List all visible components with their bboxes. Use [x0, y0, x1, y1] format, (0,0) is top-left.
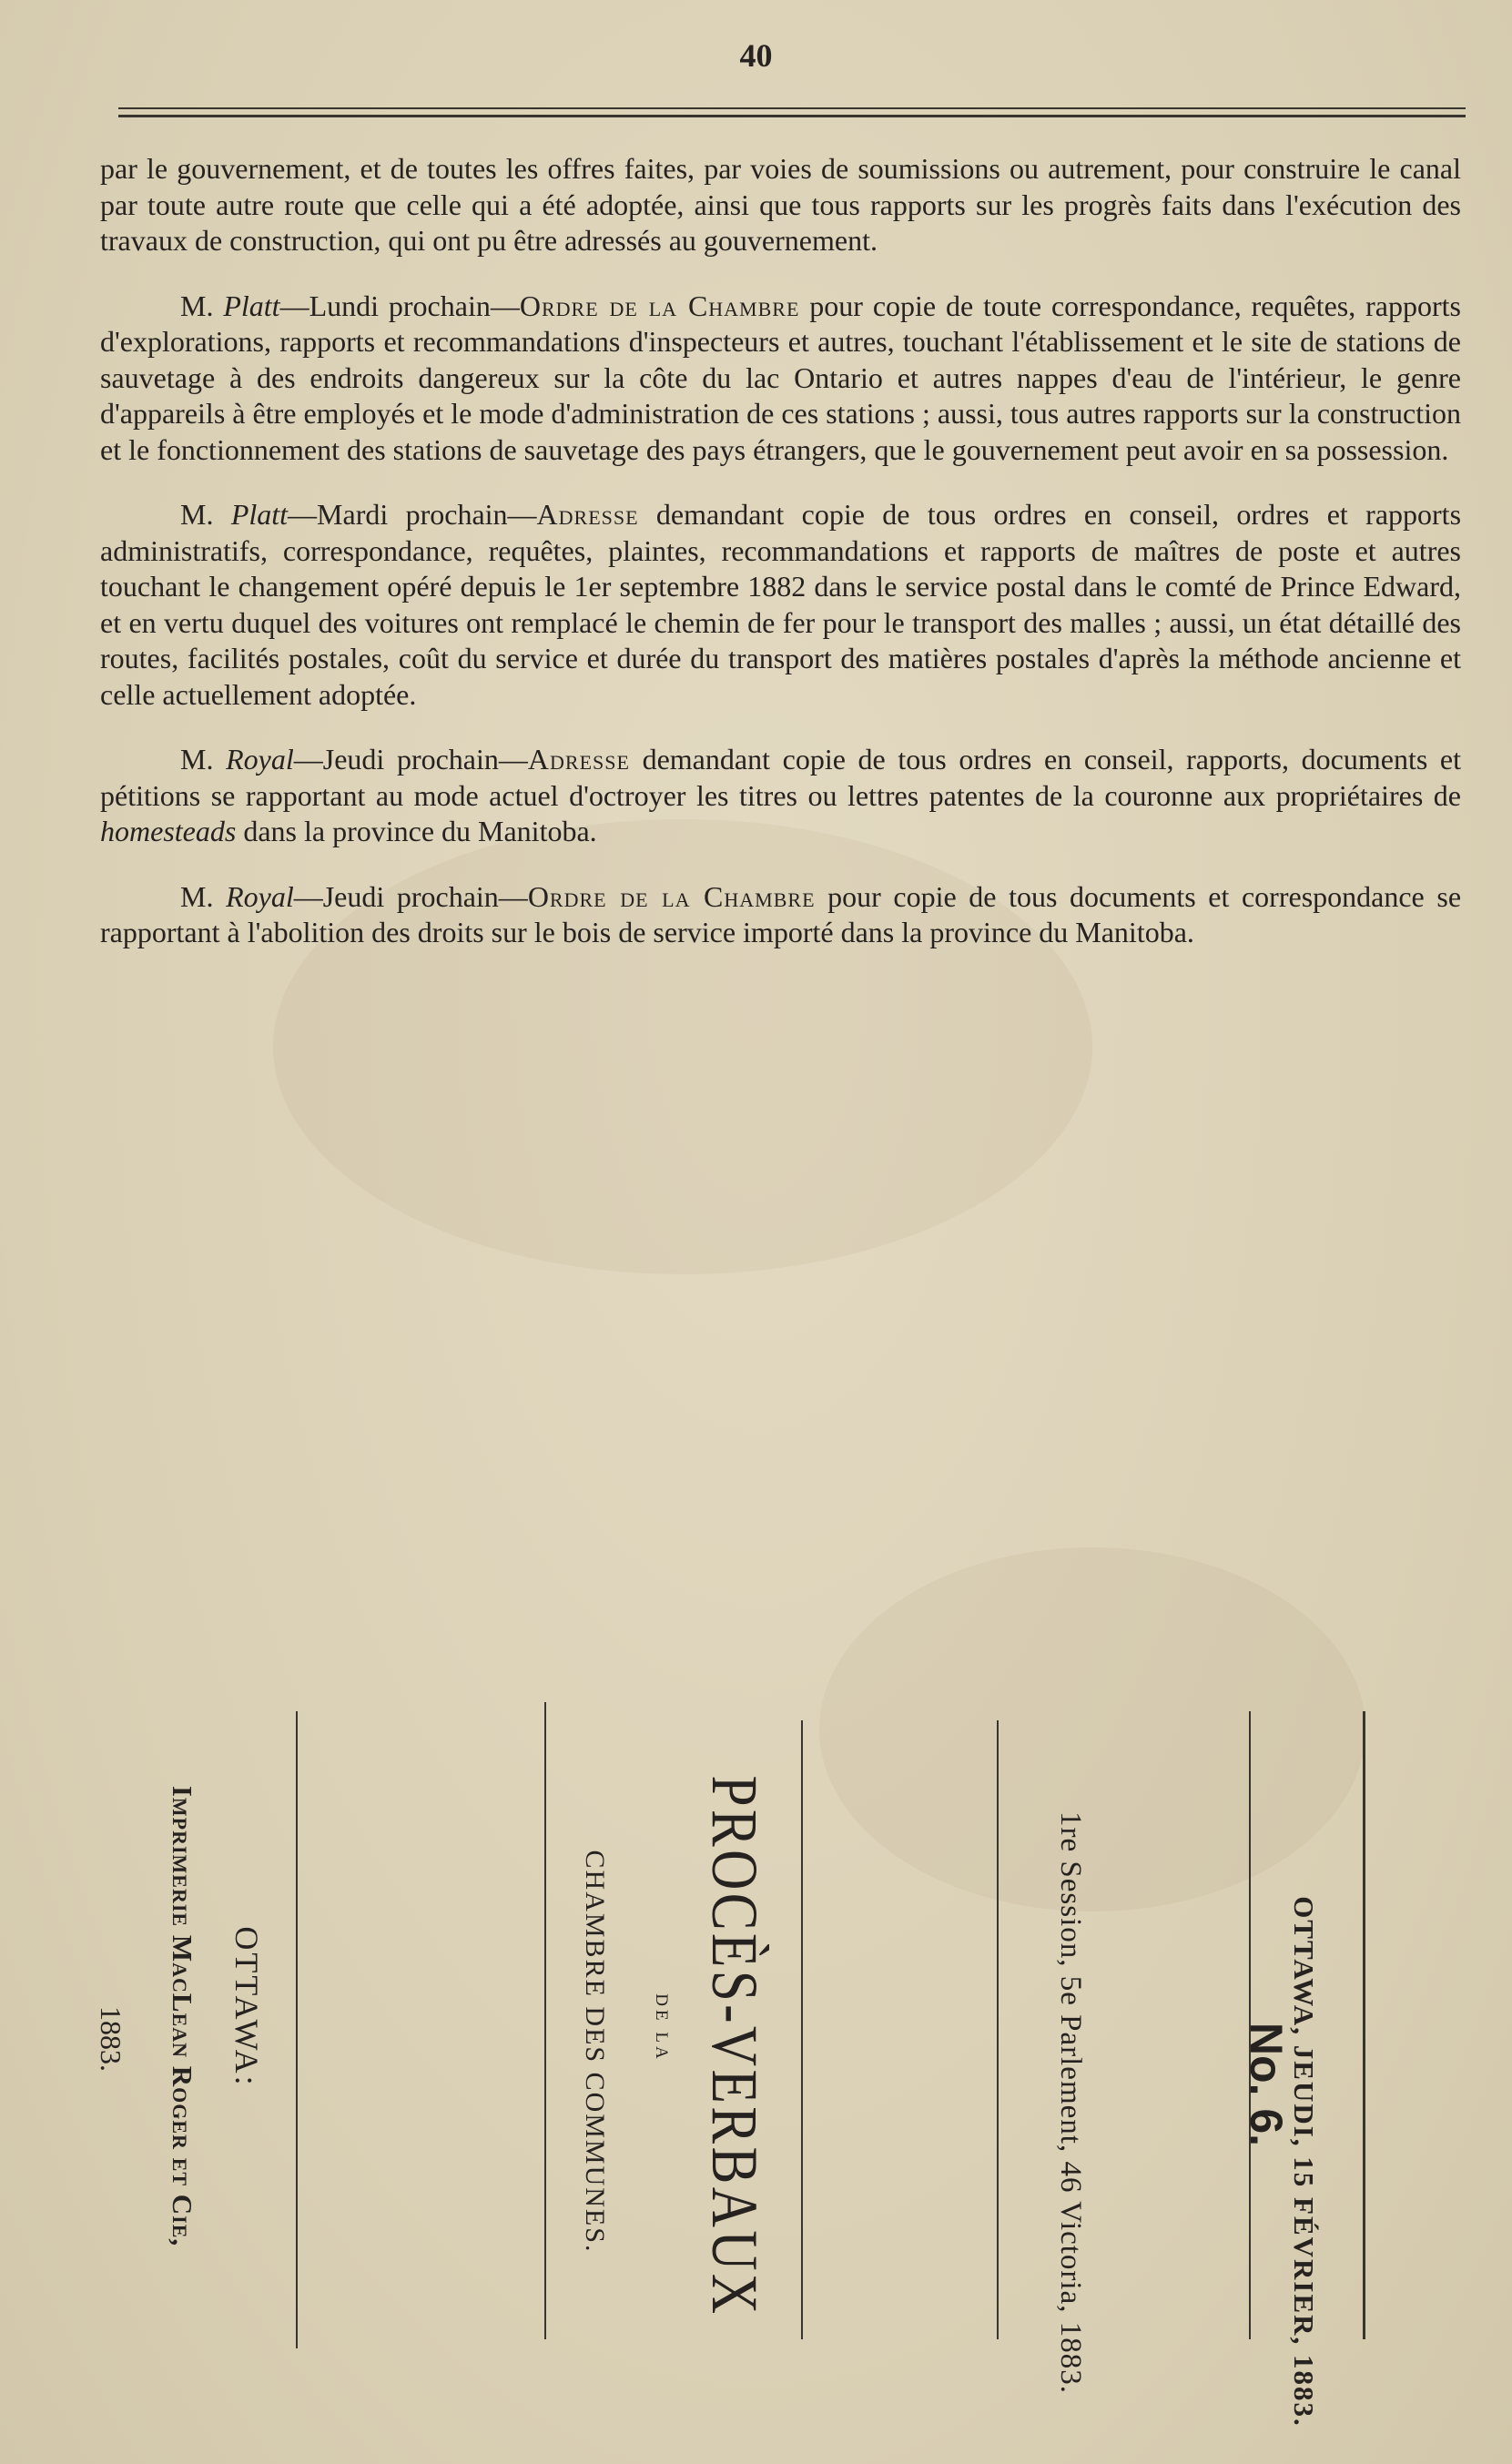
member-title: M.	[180, 743, 214, 776]
motion-day: —Jeudi prochain—	[293, 879, 528, 913]
motion-kind: Adresse	[536, 498, 639, 531]
motion-text-italic: homesteads	[100, 815, 237, 847]
motion-kind: Adresse	[527, 743, 630, 776]
paragraph-text: par le gouvernement, et de toutes les offres faites, par voies de soumissions ou autrement, pour construire le canal par toute autre route que celle qui a été adoptée, ainsi que tous rapports sur les progrès faits dans l'exécution des travaux de construction, qui ont pu être adressés au gouvernement.	[100, 152, 1461, 257]
chamber-name: CHAMBRE DES COMMUNES.	[580, 1850, 610, 2254]
issue-date: OTTAWA, JEUDI, 15 FÉVRIER, 1883.	[1288, 1896, 1320, 2428]
imprint-year: 1883.	[95, 2006, 127, 2072]
title-rule	[544, 1702, 546, 2339]
document-title: PROCÈS-VERBAUX	[698, 1775, 771, 2317]
title-rule	[801, 1720, 803, 2339]
motion-day: —Jeudi prochain—	[293, 743, 528, 776]
motion-day: —Lundi prochain—	[279, 289, 520, 322]
motion-kind: Ordre de la Chambre	[519, 289, 800, 322]
title-rule	[296, 1711, 298, 2348]
title-connector: DE LA	[652, 1993, 671, 2063]
title-rule	[997, 1720, 999, 2339]
motion-text: pour copie de tous documents et correspondance se rapportant à l'abolition des droits sur le bois de service importé dans la province du Manitoba.	[100, 879, 1462, 948]
motion-text: pour copie de toute correspondance, requêtes, rapports d'explorations, rapports et recommandations d'inspecteurs et autres, touchant l'établissement et le site de stations de sauvetage à des endroits dangereux sur la côte du lac Ontario et autres nappes d'eau de l'intérieur, le genre d'appareils à être employés et le mode d'administration de ces stations ; aussi, tous autres rapports sur la construction et le fonctionnement des stations de sauvetage des pays étrangers, que le gouvernement peut avoir en sa possession.	[100, 289, 1462, 466]
member-title: M.	[180, 498, 214, 531]
motion-text: dans la province du Manitoba.	[236, 815, 597, 847]
title-rule	[1363, 1711, 1365, 2339]
page-number: 40	[739, 37, 773, 74]
issue-number: No. 6.	[1241, 2022, 1292, 2147]
member-name: Platt	[223, 289, 280, 322]
session-info: 1re Session, 5e Parlement, 46 Victoria, 1883.	[1054, 1811, 1087, 2394]
member-title: M.	[180, 289, 214, 322]
member-name: Royal	[226, 743, 294, 776]
imprint-printer: Imprimerie MacLean Roger et Cie,	[167, 1785, 198, 2247]
member-name: Platt	[230, 498, 289, 531]
member-title: M.	[180, 879, 214, 913]
member-name: Royal	[226, 879, 294, 913]
imprint-place: OTTAWA:	[228, 1926, 265, 2088]
motion-kind: Ordre de la Chambre	[527, 879, 816, 913]
motion-text: demandant copie de tous ordres en conseil, ordres et rapports administratifs, correspondance, requêtes, plaintes, recommandations et rapports de maîtres de poste et autres touchant le changement opéré depuis le 1er septembre 1882 dans le service postal dans le comté de Prince Edward, et en vertu duquel des voitures ont remplacé le chemin de fer pour le transport des malles ; aussi, un état détaillé des routes, facilités postales, coût du service et durée du transport des matières postales d'après la méthode ancienne et celle actuellement adoptée.	[100, 498, 1462, 711]
motion-day: —Mardi prochain—	[288, 498, 537, 531]
motion-text: demandant copie de tous ordres en conseil, rapports, documents et pétitions se rapportant au mode actuel d'octroyer les titres ou lettres patentes de la couronne aux propriétaires de	[100, 743, 1462, 812]
